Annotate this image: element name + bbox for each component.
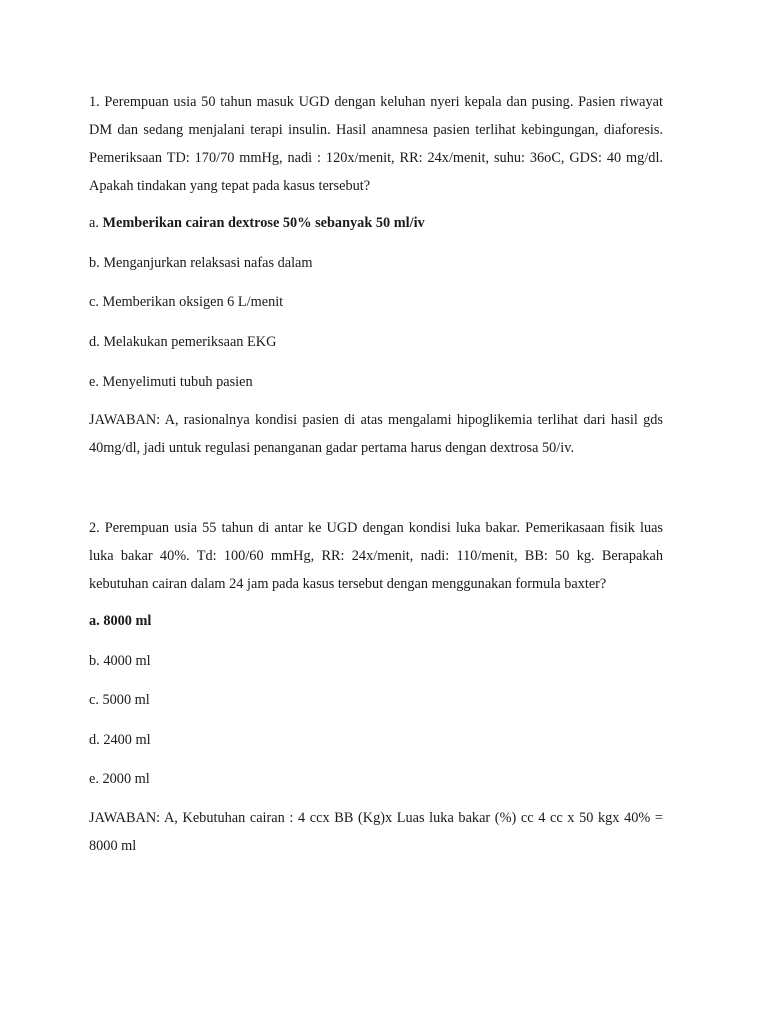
option-d [89, 332, 663, 352]
option-letter: d. [89, 732, 100, 748]
option-letter: e. [89, 771, 99, 787]
option-b [89, 651, 663, 671]
option-text: 2400 ml [103, 732, 151, 748]
option-c-row [89, 690, 663, 710]
question-1 [89, 88, 663, 200]
option-d-row [89, 332, 663, 352]
question-stem: 2. Perempuan usia 55 tahun di antar ke UGD dengan kondisi luka bakar. Pemerikasaan fisik luas luka bakar 40%. Td: 100/60 mmHg, RR: 24x/menit, nadi: 110/menit, BB: 50 kg. Berapakah kebutuhan cairan dalam 24 jam pada kasus tersebut dengan menggunakan formula baxter? [89, 520, 663, 592]
option-a [89, 611, 663, 631]
option-a-row [89, 213, 663, 233]
option-text: 2000 ml [102, 771, 150, 787]
option-d [89, 730, 663, 750]
option-text: 8000 ml [103, 613, 152, 629]
option-b-row [89, 651, 663, 671]
answer-2 [89, 804, 663, 860]
option-text: 4000 ml [103, 653, 151, 669]
option-letter: c. [89, 692, 99, 708]
option-d-row [89, 730, 663, 750]
option-text: Menyelimuti tubuh pasien [102, 374, 253, 390]
option-text: Menganjurkan relaksasi nafas dalam [103, 255, 313, 271]
option-letter: a. [89, 613, 100, 629]
option-letter: e. [89, 374, 99, 390]
option-e-row [89, 372, 663, 392]
option-text: 5000 ml [102, 692, 150, 708]
question-stem: 1. Perempuan usia 50 tahun masuk UGD dengan keluhan nyeri kepala dan pusing. Pasien riwayat DM dan sedang menjalani terapi insulin. Hasil anamnesa pasien terlihat kebingungan, diaforesis. Pemeriksaan TD: 170/70 mmHg, nadi : 120x/menit, RR: 24x/menit, suhu: 36oC, GDS: 40 mg/dl. Apakah tindakan yang tepat pada kasus tersebut? [89, 94, 663, 194]
question-2 [89, 514, 663, 598]
option-text: Melakukan pemeriksaan EKG [103, 334, 277, 350]
option-letter: b. [89, 653, 100, 669]
option-e-row [89, 769, 663, 789]
option-letter: b. [89, 255, 100, 271]
answer-text: JAWABAN: A, Kebutuhan cairan : 4 ccx BB (Kg)x Luas luka bakar (%) cc 4 cc x 50 kgx 40% = 8000 ml [89, 810, 663, 854]
option-a-row [89, 611, 663, 631]
option-letter: a. [89, 215, 99, 231]
option-a [89, 213, 663, 233]
option-text: Memberikan oksigen 6 L/menit [102, 294, 284, 310]
option-c [89, 690, 663, 710]
option-letter: d. [89, 334, 100, 350]
option-text: Memberikan cairan dextrose 50% sebanyak 50 ml/iv [102, 215, 425, 231]
option-c-row [89, 292, 663, 312]
option-b-row [89, 253, 663, 273]
answer-text: JAWABAN: A, rasionalnya kondisi pasien di atas mengalami hipoglikemia terlihat dari hasil gds 40mg/dl, jadi untuk regulasi penanganan gadar pertama harus dengan dextrosa 50/iv. [89, 412, 663, 456]
option-c [89, 292, 663, 312]
option-e [89, 769, 663, 789]
option-e [89, 372, 663, 392]
option-b [89, 253, 663, 273]
answer-1 [89, 406, 663, 462]
option-letter: c. [89, 294, 99, 310]
